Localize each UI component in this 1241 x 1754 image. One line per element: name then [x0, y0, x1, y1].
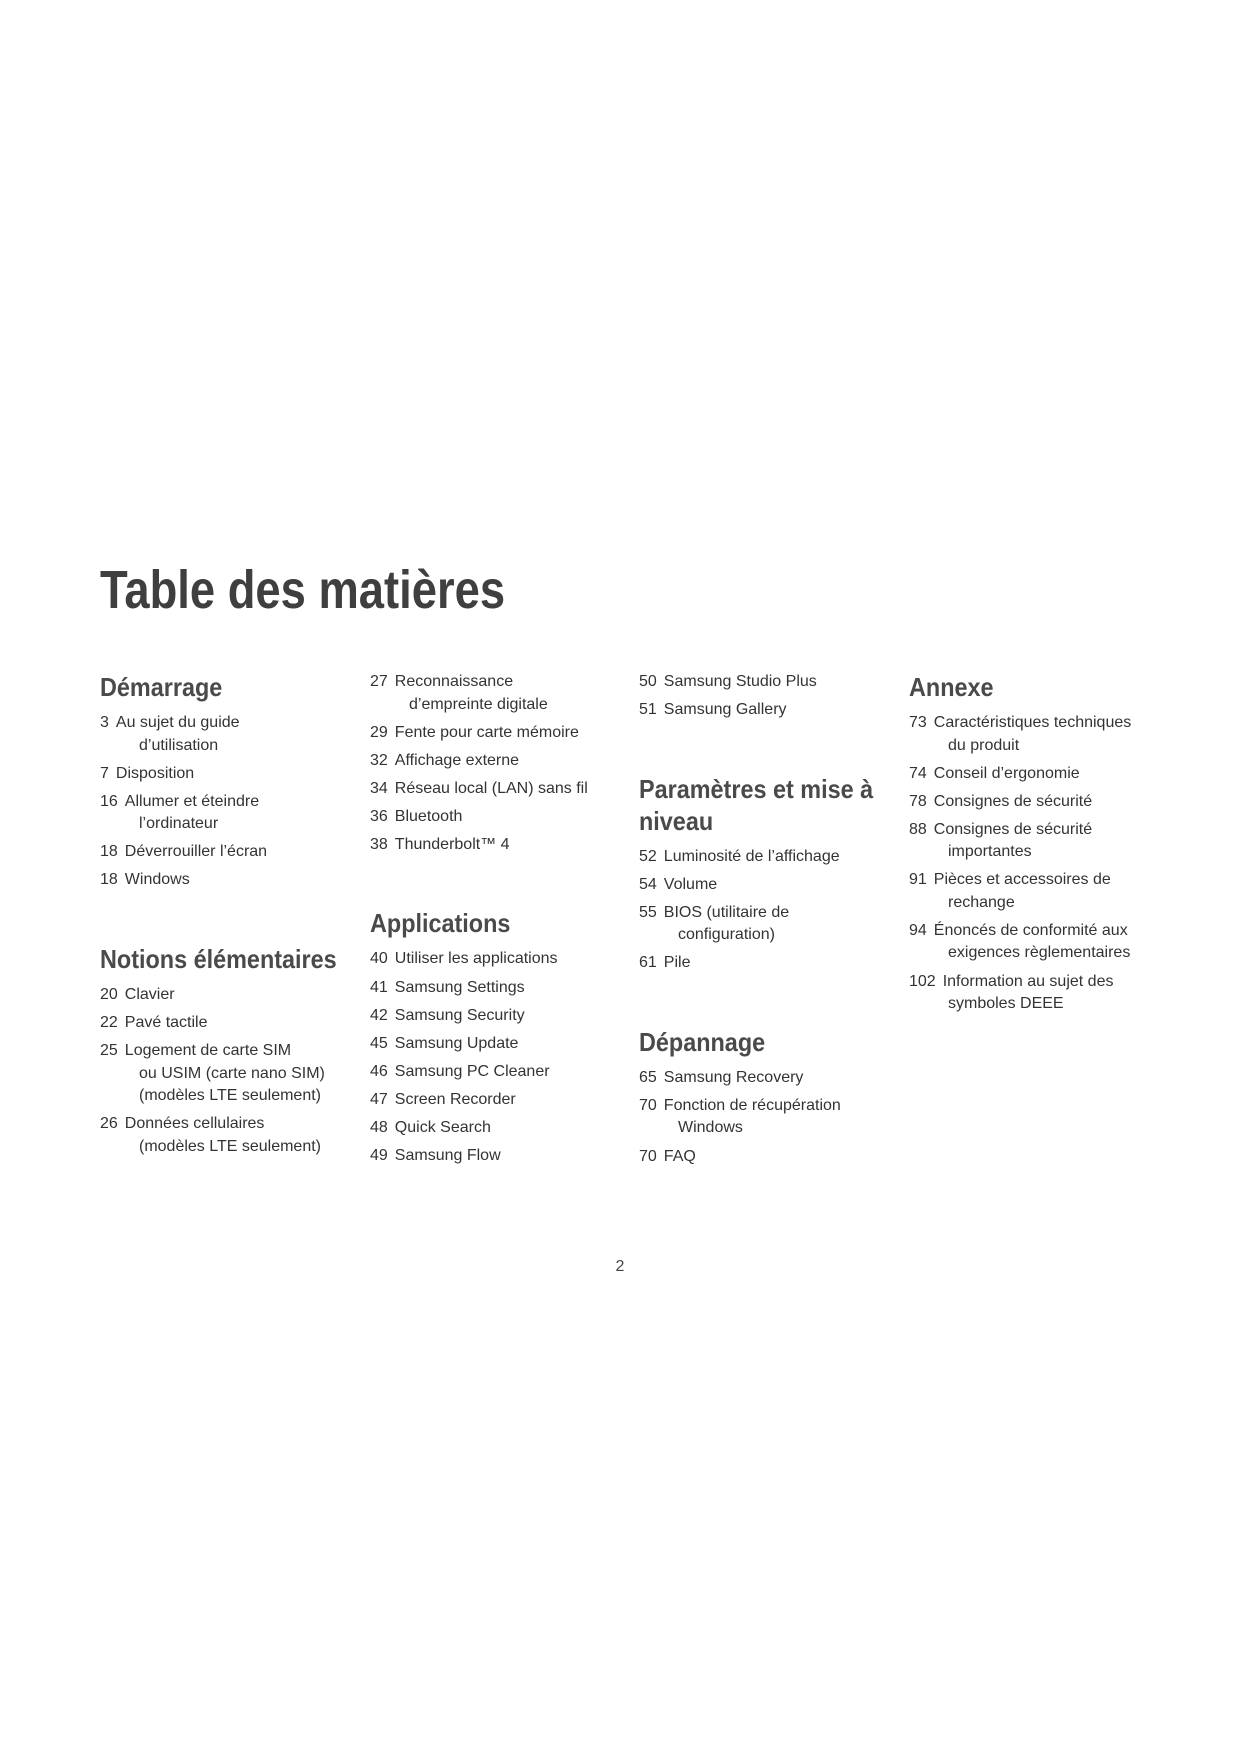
toc-section: [370, 671, 630, 856]
section-heading-text: Démarrage: [100, 672, 223, 702]
toc-section: [100, 671, 360, 892]
toc-page-number: 32: [370, 751, 388, 769]
toc-entry[interactable]: [909, 869, 1209, 914]
toc-entry[interactable]: [370, 948, 630, 971]
page-number: 2: [615, 1258, 625, 1275]
toc-entry-first-line: [370, 1145, 630, 1168]
section-heading-text: Annexe: [909, 672, 994, 702]
section-heading-text: Applications: [370, 908, 511, 939]
toc-page-number: 102: [909, 972, 936, 990]
toc-entry[interactable]: [370, 977, 630, 1000]
toc-page-number: 74: [909, 764, 927, 782]
toc-page-number: 65: [639, 1068, 657, 1086]
toc-entry-first-line: [370, 1117, 630, 1140]
toc-page-number: 91: [909, 871, 927, 889]
toc-entry-first-line: [100, 841, 360, 864]
toc-entry-text: exigences règlementaires: [948, 944, 1131, 962]
toc-entry[interactable]: [370, 1005, 630, 1028]
toc-entry-first-line: [100, 1040, 360, 1063]
section-heading-text: Notions élémentaires: [100, 943, 337, 974]
section-heading: [909, 671, 1179, 703]
toc-entry-text: Consignes de sécurité: [933, 820, 1093, 838]
toc-entry-first-line: [639, 699, 899, 722]
toc-entry[interactable]: [639, 671, 899, 694]
toc-entry-first-line: [639, 846, 899, 869]
toc-entry-first-line: [370, 1033, 630, 1056]
toc-entry-first-line: [370, 977, 630, 1000]
toc-page-number: 70: [639, 1096, 657, 1114]
toc-entry[interactable]: [370, 671, 630, 716]
section-heading-text: Paramètres et mise à: [639, 773, 874, 804]
toc-page-number: 22: [100, 1013, 118, 1031]
toc-section: [909, 671, 1209, 1016]
toc-entry-first-line: [639, 874, 899, 897]
toc-entry[interactable]: [639, 1146, 899, 1169]
toc-entry[interactable]: [909, 763, 1209, 786]
toc-entry[interactable]: [639, 699, 899, 722]
toc-page-number: 55: [639, 903, 657, 921]
section-heading-text: niveau: [639, 805, 714, 836]
toc-entry-first-line: [909, 819, 1209, 842]
toc-entry[interactable]: [100, 1113, 360, 1158]
toc-page-number: 73: [909, 714, 927, 731]
toc-entry-text: Reconnaissance: [394, 673, 514, 690]
toc-entry[interactable]: [370, 1145, 630, 1168]
toc-entry-text: rechange: [948, 893, 1015, 911]
toc-entry[interactable]: [100, 1012, 360, 1035]
toc-page-number: 48: [370, 1119, 388, 1137]
toc-page-number: 7: [100, 764, 109, 782]
toc-entry-text: Énoncés de conformité aux: [933, 921, 1128, 939]
toc-column: [370, 671, 630, 1173]
toc-entry-text: d’utilisation: [139, 736, 219, 754]
toc-entry-text: (modèles LTE seulement): [139, 1137, 321, 1155]
toc-entry-first-line: [639, 902, 899, 925]
toc-entry-text: d’empreinte digitale: [409, 695, 548, 713]
toc-entry-first-line: [100, 1113, 360, 1136]
toc-column: [639, 671, 899, 1174]
toc-entry-first-line: [370, 1089, 630, 1112]
toc-page-number: 78: [909, 792, 927, 810]
toc-page-number: 61: [639, 954, 657, 972]
toc-entry[interactable]: [909, 819, 1209, 864]
toc-entry-text: Caractéristiques techniques: [933, 714, 1132, 731]
toc-entry-text: Logement de carte SIM: [124, 1042, 292, 1060]
toc-page-number: 88: [909, 820, 927, 838]
toc-entry[interactable]: [370, 1033, 630, 1056]
toc-page-number: 51: [639, 701, 657, 719]
toc-page-number: 94: [909, 921, 927, 939]
toc-entry-first-line: [100, 763, 360, 786]
toc-entry-text: Consignes de sécurité: [933, 792, 1093, 810]
toc-page-number: 52: [639, 847, 657, 865]
toc-page-number: 41: [370, 978, 388, 996]
toc-entry-text: Conseil d’ergonomie: [933, 764, 1080, 782]
toc-entry-first-line: [909, 791, 1209, 814]
toc-entry-first-line: [909, 712, 1209, 735]
toc-entry-text: Bluetooth: [394, 807, 463, 825]
toc-entry-text: Screen Recorder: [394, 1090, 516, 1108]
toc-entry-text: Samsung Gallery: [663, 701, 787, 719]
section-heading: [639, 1026, 873, 1058]
toc-entry[interactable]: [909, 920, 1209, 965]
toc-entry-text: Pile: [663, 954, 691, 972]
toc-section: [639, 773, 899, 975]
toc-entry[interactable]: [639, 1095, 899, 1140]
toc-entry[interactable]: [100, 1040, 360, 1108]
toc-section: [370, 907, 630, 1167]
toc-entry[interactable]: [909, 971, 1209, 1016]
toc-page-number: 45: [370, 1034, 388, 1052]
toc-page-number: 3: [100, 714, 109, 731]
toc-entry-text: Allumer et éteindre: [124, 792, 260, 810]
toc-entry-first-line: [370, 778, 630, 801]
toc-entry-text: Samsung PC Cleaner: [394, 1062, 550, 1080]
toc-entry-text: Pavé tactile: [124, 1013, 208, 1031]
toc-entry-first-line: [909, 763, 1209, 786]
toc-entry-text: du produit: [948, 736, 1020, 754]
toc-page-number: 50: [639, 673, 657, 690]
toc-entry-text: Fente pour carte mémoire: [394, 723, 579, 741]
toc-entry-text: BIOS (utilitaire de: [663, 903, 790, 921]
toc-entry-text: symboles DEEE: [948, 995, 1064, 1013]
toc-page-number: 36: [370, 807, 388, 825]
toc-entry-text: Samsung Settings: [394, 978, 525, 996]
toc-page-number: 38: [370, 835, 388, 853]
toc-entry-text: configuration): [678, 926, 775, 944]
toc-entry-text: Réseau local (LAN) sans fil: [394, 779, 588, 797]
toc-entry[interactable]: [909, 791, 1209, 814]
toc-entry[interactable]: [100, 763, 360, 786]
section-heading-text: Dépannage: [639, 1026, 766, 1057]
toc-entry[interactable]: [639, 902, 899, 947]
toc-entry[interactable]: [639, 846, 899, 869]
toc-entry-text: importantes: [948, 843, 1032, 861]
toc-entry[interactable]: [370, 1061, 630, 1084]
toc-page-number: 27: [370, 673, 388, 690]
toc-entry-text: Samsung Studio Plus: [663, 673, 817, 690]
toc-entry-first-line: [370, 1005, 630, 1028]
toc-page-number: 20: [100, 985, 118, 1003]
toc-entry-text: Pièces et accessoires de: [933, 871, 1111, 889]
toc-entry-text: Windows: [678, 1119, 743, 1137]
toc-entry[interactable]: [370, 1117, 630, 1140]
toc-entry-text: Déverrouiller l’écran: [124, 843, 268, 861]
toc-page-number: 18: [100, 843, 118, 861]
toc-page-number: 29: [370, 723, 388, 741]
toc-entry[interactable]: [639, 874, 899, 897]
toc-entry-first-line: [639, 952, 899, 975]
toc-page-number: 46: [370, 1062, 388, 1080]
toc-entry-text: Samsung Recovery: [663, 1068, 804, 1086]
toc-entry[interactable]: [909, 712, 1209, 757]
toc-entry-first-line: [370, 750, 630, 773]
toc-entry[interactable]: [100, 984, 360, 1007]
toc-entry[interactable]: [100, 712, 360, 757]
toc-entry-text: Information au sujet des: [942, 972, 1114, 990]
section-heading: [100, 943, 337, 975]
toc-entry-text: ou USIM (carte nano SIM): [139, 1064, 325, 1082]
toc-page-number: 42: [370, 1006, 388, 1024]
toc-entry-first-line: [370, 671, 630, 694]
toc-page-number: 40: [370, 950, 388, 968]
page-title: Table des matières: [100, 560, 506, 620]
toc-entry[interactable]: [100, 841, 360, 864]
section-heading: [370, 907, 604, 939]
section-heading: [100, 671, 334, 703]
toc-entry-text: Volume: [663, 875, 718, 893]
toc-page-number: 16: [100, 792, 118, 810]
toc-page-number: 47: [370, 1090, 388, 1108]
toc-entry-first-line: [370, 806, 630, 829]
toc-entry-first-line: [370, 1061, 630, 1084]
toc-entry[interactable]: [370, 806, 630, 829]
toc-section: [639, 1026, 899, 1168]
toc-entry[interactable]: [370, 778, 630, 801]
toc-entry-text: l’ordinateur: [139, 815, 219, 833]
toc-entry-first-line: [370, 834, 630, 857]
toc-entry[interactable]: [100, 791, 360, 836]
toc-entry-first-line: [639, 671, 899, 694]
toc-entry-text: Samsung Security: [394, 1006, 525, 1024]
toc-entry-first-line: [100, 984, 360, 1007]
toc-entry-text: Affichage externe: [394, 751, 520, 769]
toc-page-number: 18: [100, 871, 118, 889]
toc-entry-text: Utiliser les applications: [394, 950, 558, 968]
toc-entry[interactable]: [370, 750, 630, 773]
toc-entry-text: Samsung Flow: [394, 1147, 501, 1165]
toc-entry-first-line: [370, 722, 630, 745]
toc-entry-text: Samsung Update: [394, 1034, 519, 1052]
toc-column: [100, 671, 360, 1164]
toc-entry-text: Quick Search: [394, 1119, 491, 1137]
toc-entry[interactable]: [370, 1089, 630, 1112]
toc-page-number: 54: [639, 875, 657, 893]
toc-entry-text: Clavier: [124, 985, 175, 1003]
toc-page-number: 34: [370, 779, 388, 797]
toc-entry-text: Fonction de récupération: [663, 1096, 841, 1114]
toc-entry[interactable]: [370, 722, 630, 745]
toc-entry-text: Windows: [124, 871, 190, 889]
toc-entry[interactable]: [100, 869, 360, 892]
toc-page-number: 70: [639, 1147, 657, 1165]
toc-entry-text: (modèles LTE seulement): [139, 1087, 321, 1105]
toc-entry-first-line: [100, 791, 360, 814]
toc-entry-first-line: [100, 869, 360, 892]
toc-page-number: 26: [100, 1115, 118, 1133]
toc-entry-first-line: [909, 869, 1209, 892]
toc-page-number: 25: [100, 1042, 118, 1060]
toc-entry-first-line: [639, 1095, 899, 1118]
toc-section: [639, 671, 899, 722]
toc-entry-text: Au sujet du guide: [115, 714, 240, 731]
toc-entry-text: Données cellulaires: [124, 1115, 265, 1133]
toc-entry-text: Thunderbolt™ 4: [394, 835, 510, 853]
toc-entry-text: Luminosité de l’affichage: [663, 847, 840, 865]
toc-entry-text: FAQ: [663, 1147, 696, 1165]
toc-entry[interactable]: [639, 1067, 899, 1090]
toc-entry-first-line: [909, 971, 1209, 994]
toc-section: [100, 943, 360, 1158]
section-heading: [639, 773, 873, 837]
toc-entry[interactable]: [370, 834, 630, 857]
toc-entry-text: Disposition: [115, 764, 195, 782]
toc-page-number: 49: [370, 1147, 388, 1165]
toc-column: [909, 671, 1209, 1021]
toc-entry-first-line: [100, 1012, 360, 1035]
toc-entry-first-line: [639, 1067, 899, 1090]
toc-entry-first-line: [100, 712, 360, 735]
toc-entry-first-line: [639, 1146, 899, 1169]
toc-entry[interactable]: [639, 952, 899, 975]
toc-entry-first-line: [909, 920, 1209, 943]
toc-entry-first-line: [370, 948, 630, 971]
